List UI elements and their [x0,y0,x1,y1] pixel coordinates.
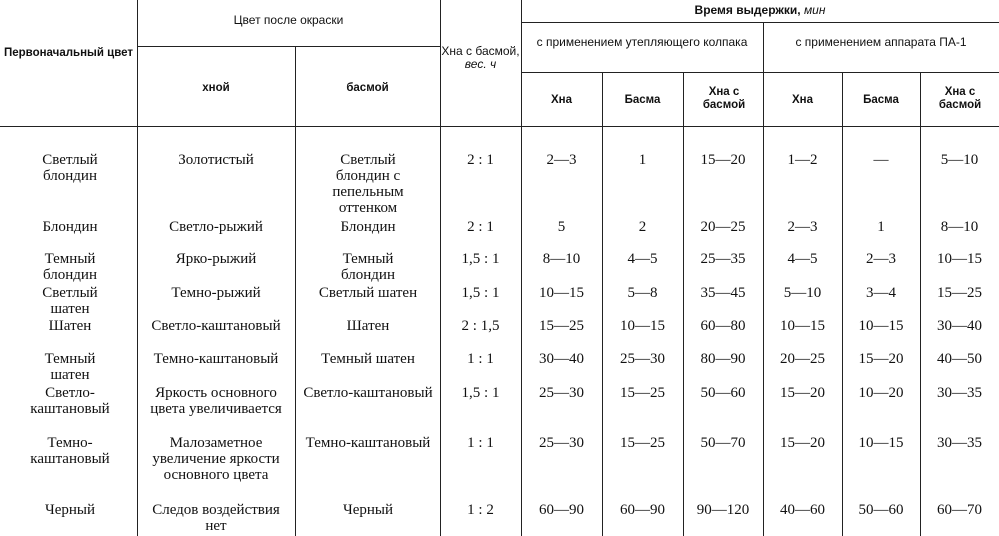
cell-cap-mix: 25—35 [700,251,746,267]
header-original-color: Первоначальный цвет [3,47,134,59]
cell-basma: Темно-каштановый [305,435,431,451]
cell-original: Блондин [42,219,98,235]
cell-cap-basma: 25—30 [620,351,665,367]
cell-ratio: 1 : 2 [467,502,494,518]
cell-cap-basma: 1 [638,152,647,168]
cell-pa-henna: 1—2 [787,152,818,168]
cell-pa-mix: 30—35 [937,385,982,401]
cell-henna: Темно-каштановый [153,351,279,367]
cell-pa-mix: 30—35 [937,435,982,451]
cell-original: Темный шатен [44,351,96,383]
sub-mix-cap: Хна с басмой [702,86,746,111]
cell-pa-mix: 60—70 [937,502,982,518]
cell-pa-basma: 10—15 [858,318,904,334]
cell-cap-mix: 20—25 [700,219,746,235]
cell-original: Светлый шатен [42,285,98,317]
cell-cap-mix: 60—80 [700,318,746,334]
header-rule [521,22,999,23]
cell-cap-henna: 60—90 [539,502,584,518]
cell-basma: Черный [342,502,394,518]
sub-henna-pa: Хна [791,94,813,106]
header-hold-time [521,4,999,17]
cell-henna: Темно-рыжий [171,285,261,301]
cell-cap-basma: 15—25 [620,435,665,451]
cell-ratio: 1,5 : 1 [461,285,500,301]
cell-original: Светлый блондин [42,152,98,184]
col-divider [920,72,921,536]
cell-cap-mix: 35—45 [700,285,746,301]
header-bottom-rule [0,126,999,127]
cell-cap-henna: 25—30 [539,385,584,401]
cell-basma: Светло-каштановый [303,385,433,401]
header-cap-group: с применением утепляющего колпака [536,35,748,49]
sub-mix-pa: Хна с басмой [938,86,982,111]
cell-ratio: 2 : 1 [467,152,494,168]
cell-ratio: 1,5 : 1 [461,251,500,267]
sub-henna-cap: Хна [550,94,572,106]
header-hold-time-main: Время выдержки, [694,3,801,17]
cell-henna: Яркость основного цвета увеличивается [150,385,282,417]
cell-pa-mix: 30—40 [937,318,982,334]
cell-pa-henna: 4—5 [787,251,818,267]
header-pa-group: с применением аппарата ПА-1 [795,35,967,49]
col-divider [602,72,603,536]
cell-pa-mix: 15—25 [937,285,982,301]
cell-cap-basma: 4—5 [627,251,658,267]
cell-basma: Светлый шатен [318,285,418,301]
cell-original: Темный блондин [43,251,97,283]
header-ratio-main: Хна с басмой, [441,44,520,58]
cell-pa-mix: 40—50 [937,351,982,367]
sub-basma-pa: Басма [863,94,899,106]
header-hold-time-unit: мин [803,3,826,17]
cell-henna: Светло-каштановый [151,318,281,334]
cell-pa-mix: 5—10 [940,152,979,168]
cell-ratio: 1 : 1 [467,351,494,367]
cell-pa-henna: 15—20 [780,435,825,451]
cell-cap-basma: 60—90 [620,502,665,518]
cell-cap-basma: 2 [638,219,647,235]
cell-cap-mix: 50—60 [700,385,746,401]
cell-cap-basma: 10—15 [620,318,665,334]
header-henna: хной [202,82,230,94]
cell-cap-henna: 8—10 [542,251,581,267]
cell-cap-henna: 5 [557,219,566,235]
header-ratio-unit: вес. ч [464,57,497,71]
cell-cap-henna: 30—40 [539,351,584,367]
cell-cap-mix: 50—70 [700,435,746,451]
cell-pa-mix: 10—15 [937,251,982,267]
cell-pa-basma: 1 [877,219,885,235]
cell-cap-basma: 15—25 [620,385,665,401]
cell-ratio: 1,5 : 1 [461,385,500,401]
col-divider [137,0,138,536]
cell-cap-henna: 15—25 [539,318,584,334]
header-ratio [440,45,521,71]
cell-pa-henna: 5—10 [783,285,822,301]
col-divider [683,72,684,536]
cell-original: Шатен [48,318,92,334]
cell-henna: Светло-рыжий [169,219,263,235]
cell-henna: Малозаметное увеличение яркости основного цвета [152,435,280,483]
cell-basma: Светлый блондин с пепельным оттенком [332,152,404,216]
cell-cap-henna: 25—30 [539,435,584,451]
cell-pa-basma: 15—20 [858,351,904,367]
cell-henna: Следов воздействия нет [152,502,280,534]
cell-pa-basma: 10—15 [858,435,904,451]
cell-original: Светло-каштановый [30,385,110,417]
cell-ratio: 2 : 1 [467,219,494,235]
header-color-after: Цвет после окраски [233,13,344,27]
cell-cap-basma: 5—8 [627,285,658,301]
cell-pa-mix: 8—10 [940,219,979,235]
cell-pa-basma: 10—20 [858,385,904,401]
cell-cap-mix: 90—120 [696,502,750,518]
cell-original: Черный [44,502,96,518]
header-basma: басмой [346,82,389,94]
col-divider [440,0,441,536]
cell-ratio: 1 : 1 [467,435,494,451]
cell-pa-basma: 3—4 [866,285,896,301]
col-divider [842,72,843,536]
cell-pa-henna: 20—25 [780,351,825,367]
cell-ratio: 2 : 1,5 [461,318,500,334]
cell-pa-basma: 2—3 [866,251,896,267]
cell-pa-henna: 40—60 [780,502,825,518]
cell-basma: Шатен [346,318,390,334]
cell-henna: Ярко-рыжий [175,251,257,267]
cell-basma: Блондин [340,219,396,235]
cell-cap-henna: 10—15 [539,285,584,301]
cell-original: Темно-каштановый [30,435,110,467]
header-rule [137,46,440,47]
cell-henna: Золотистый [178,152,254,168]
cell-basma: Темный шатен [321,351,415,367]
cell-cap-mix: 15—20 [700,152,746,168]
cell-cap-henna: 2—3 [546,152,577,168]
col-divider [295,47,296,536]
cell-pa-henna: 15—20 [780,385,825,401]
cell-pa-basma: 50—60 [858,502,904,518]
cell-basma: Темный блондин [341,251,395,283]
cell-pa-basma: — [873,152,889,168]
cell-pa-henna: 2—3 [787,219,818,235]
sub-basma-cap: Басма [624,94,661,106]
header-rule [521,72,999,73]
cell-pa-henna: 10—15 [780,318,825,334]
cell-cap-mix: 80—90 [700,351,746,367]
col-divider [521,0,522,536]
